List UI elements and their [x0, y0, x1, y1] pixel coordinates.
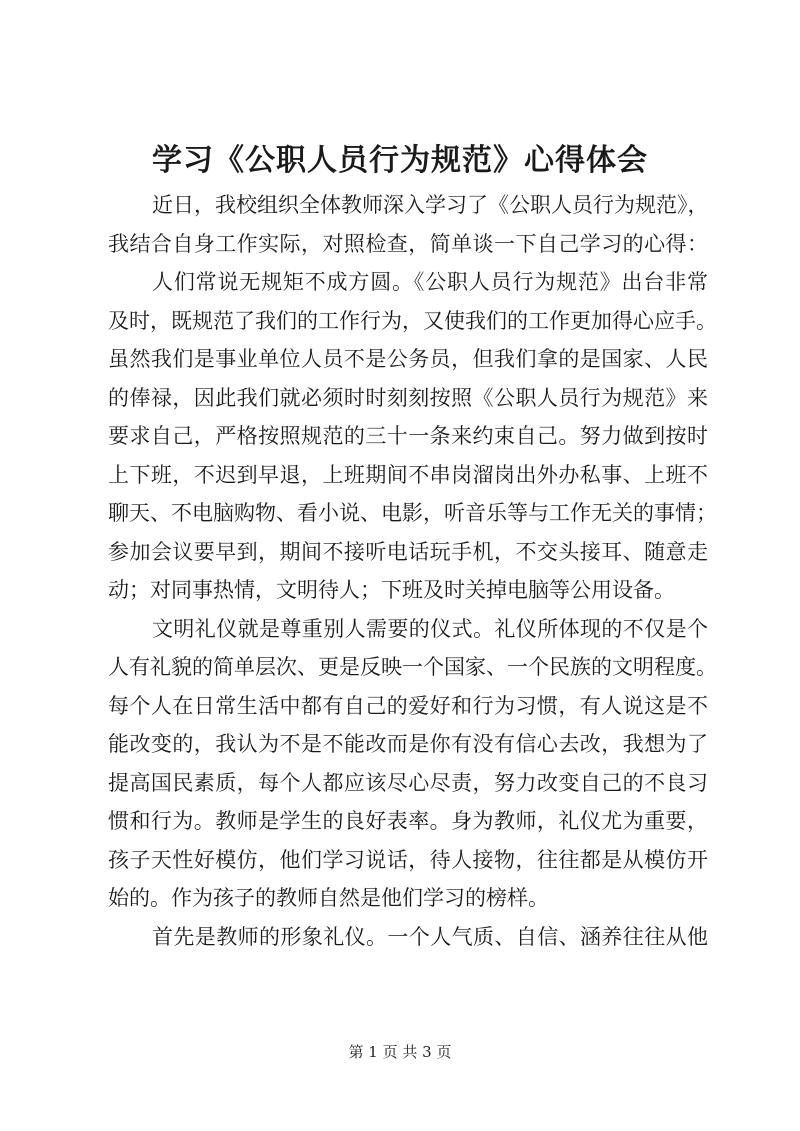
text-line: 上下班，不迟到早退，上班期间不串岗溜岗出外办私事、上班不 — [108, 462, 708, 487]
text-line: 要求自己，严格按照规范的三十一条来约束自己。努力做到按时 — [108, 424, 708, 448]
text-line: 近日，我校组织全体教师深入学习了《公职人员行为规范》， — [152, 193, 709, 217]
text-line: 参加会议要早到，期间不接听电话玩手机，不交头接耳、随意走 — [108, 539, 708, 564]
text-line: 每个人在日常生活中都有自己的爱好和行为习惯，有人说这是不 — [108, 693, 708, 718]
document-title: 学习《公职人员行为规范》心得体会 — [152, 143, 648, 178]
text-line: 首先是教师的形象礼仪。一个人气质、自信、涵养往往从他 — [152, 924, 708, 949]
text-line: 始的。作为孩子的教师自然是他们学习的榜样。 — [108, 886, 549, 910]
text-line: 及时，既规范了我们的工作行为，又使我们的工作更加得心应手。 — [108, 308, 717, 333]
document-body — [108, 186, 717, 956]
text-line: 虽然我们是事业单位人员不是公务员，但我们拿的是国家、人民 — [108, 347, 708, 371]
text-line: 人们常说无规矩不成方圆。《公职人员行为规范》出台非常 — [152, 270, 708, 294]
text-line: 提高国民素质，每个人都应该尽心尽责，努力改变自己的不良习 — [108, 770, 708, 795]
text-line: 动；对同事热情，文明待人；下班及时关掉电脑等公用设备。 — [108, 578, 675, 602]
text-line: 人有礼貌的简单层次、更是反映一个国家、一个民族的文明程度。 — [108, 655, 717, 679]
text-line: 文明礼仪就是尊重别人需要的仪式。礼仪所体现的不仅是个 — [152, 616, 708, 641]
text-line: 聊天、不电脑购物、看小说、电影，听音乐等与工作无关的事情； — [108, 501, 717, 525]
text-line: 我结合自身工作实际，对照检查，简单谈一下自己学习的心得： — [108, 231, 708, 256]
text-line: 孩子天性好模仿，他们学习说话，待人接物，往往都是从模仿开 — [108, 847, 708, 872]
text-line: 能改变的，我认为不是不能改而是你有没有信心去改，我想为了 — [108, 732, 708, 756]
text-line: 的俸禄，因此我们就必须时时刻刻按照《公职人员行为规范》来 — [108, 385, 708, 410]
page-number-footer: 第 1 页 共 3 页 — [348, 1043, 452, 1061]
text-line: 惯和行为。教师是学生的良好表率。身为教师，礼仪尤为重要， — [108, 809, 708, 833]
